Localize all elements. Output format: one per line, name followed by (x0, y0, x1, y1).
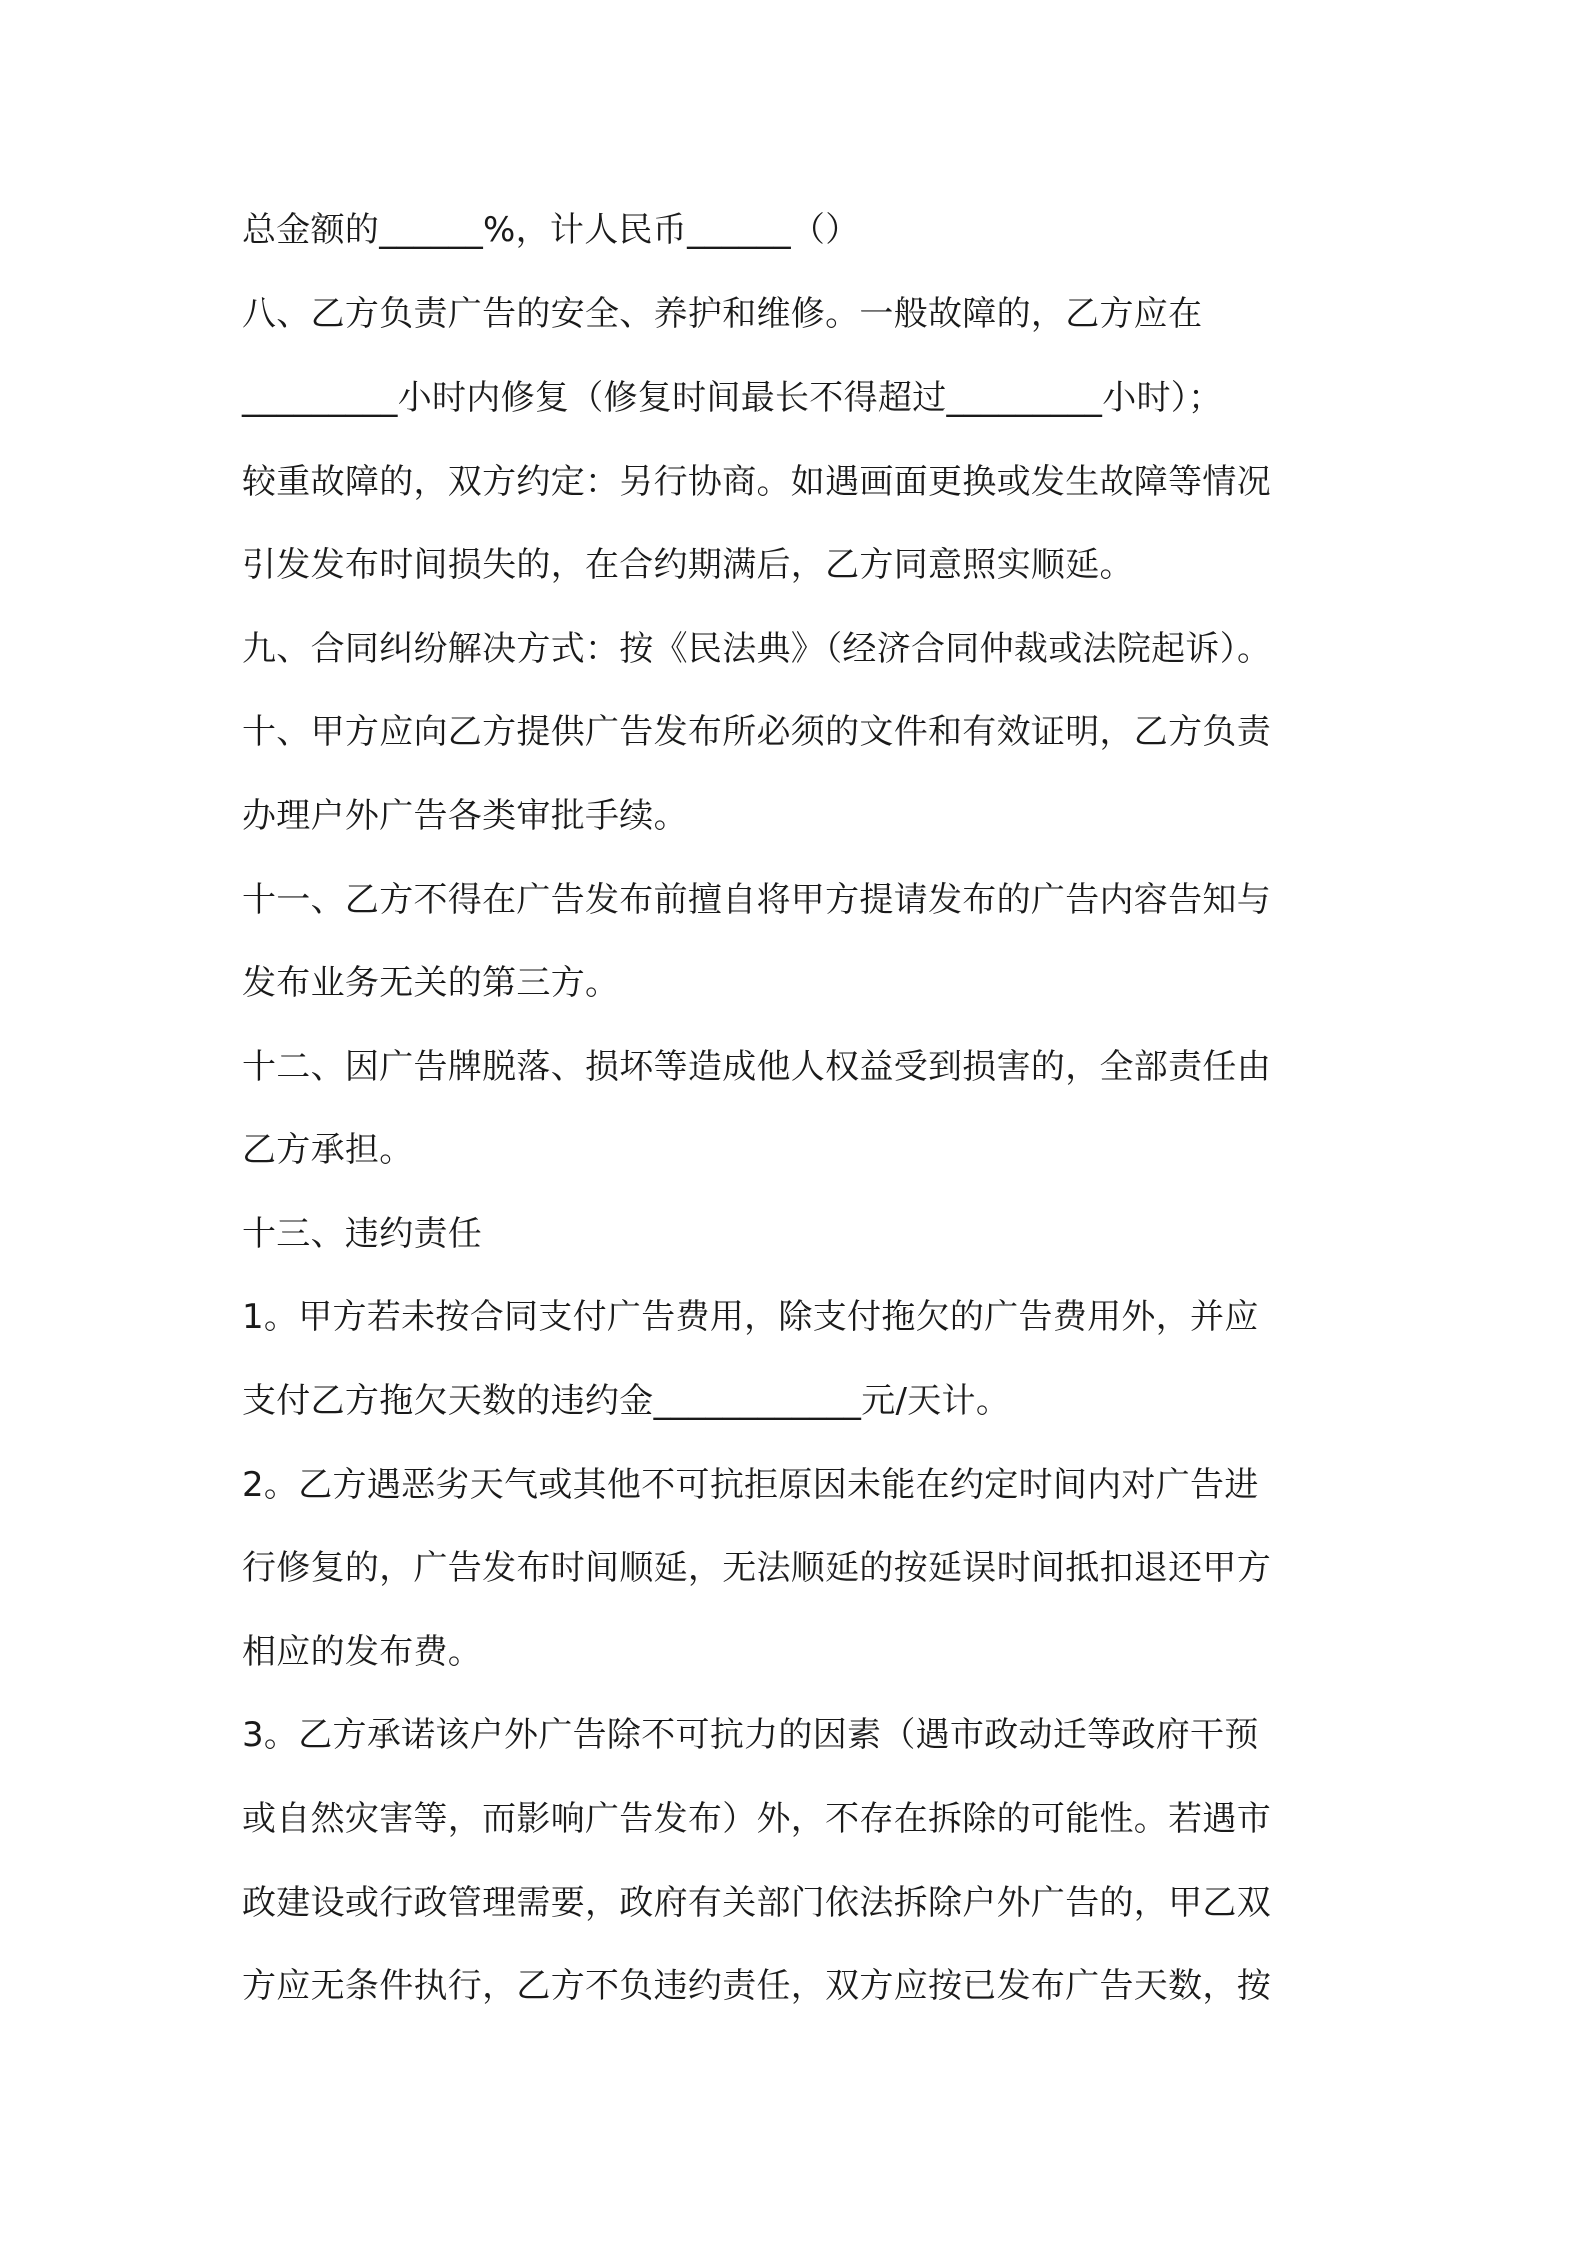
text-line: 十一、乙方不得在广告发布前擅自将甲方提请发布的广告内容告知与 (242, 880, 1271, 920)
text-line: 九、合同纠纷解决方式：按《民法典》（经济合同仲裁或法院起诉）。 (242, 629, 1272, 669)
text-line: 八、乙方负责广告的安全、养护和维修。一般故障的，乙方应在 (242, 294, 1203, 334)
text-line: 1。甲方若未按合同支付广告费用，除支付拖欠的广告费用外，并应 (242, 1297, 1259, 1337)
text-line: 办理户外广告各类审批手续。 (242, 796, 688, 836)
text-line: 3。乙方承诺该户外广告除不可抗力的因素（遇市政动迁等政府干预 (242, 1715, 1259, 1755)
text-line: 发布业务无关的第三方。 (242, 963, 620, 1003)
text-line: 十、甲方应向乙方提供广告发布所必须的文件和有效证明，乙方负责 (242, 712, 1271, 752)
text-line: _________小时内修复（修复时间最长不得超过_________小时）； (242, 378, 1223, 418)
text-line: 相应的发布费。 (242, 1632, 483, 1672)
text-line: 引发发布时间损失的，在合约期满后，乙方同意照实顺延。 (242, 545, 1134, 585)
text-line: 2。乙方遇恶劣天气或其他不可抗拒原因未能在约定时间内对广告进 (242, 1465, 1259, 1505)
text-line: 方应无条件执行，乙方不负违约责任，双方应按已发布广告天数，按 (242, 1966, 1271, 2006)
section-heading: 十三、违约责任 (242, 1214, 483, 1254)
text-line: 行修复的，广告发布时间顺延，无法顺延的按延误时间抵扣退还甲方 (242, 1548, 1271, 1588)
text-line: 较重故障的，双方约定：另行协商。如遇画面更换或发生故障等情况 (242, 462, 1271, 502)
text-line: 总金额的______%，计人民币______（） (242, 210, 860, 250)
text-line: 支付乙方拖欠天数的违约金____________元/天计。 (242, 1381, 1011, 1421)
text-line: 十二、因广告牌脱落、损坏等造成他人权益受到损害的，全部责任由 (242, 1047, 1271, 1087)
text-line: 或自然灾害等，而影响广告发布）外，不存在拆除的可能性。若遇市 (242, 1799, 1271, 1839)
text-line: 乙方承担。 (242, 1130, 414, 1170)
text-line: 政建设或行政管理需要，政府有关部门依法拆除户外广告的，甲乙双 (242, 1883, 1271, 1923)
